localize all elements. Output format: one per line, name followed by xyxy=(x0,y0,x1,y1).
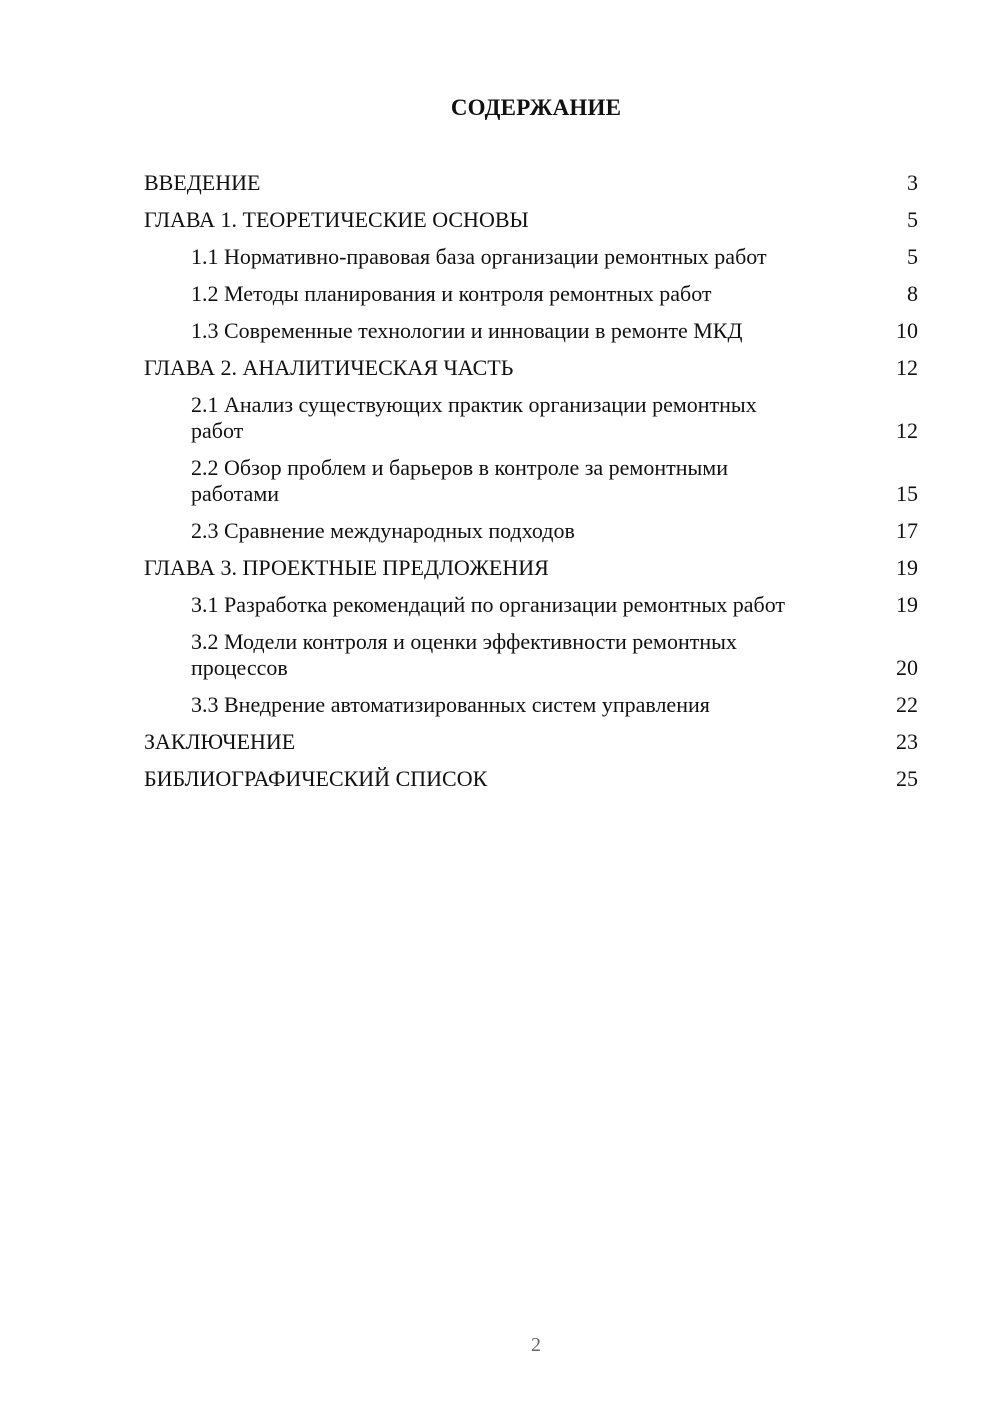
toc-entry-conclusion[interactable] xyxy=(144,729,918,755)
toc-entry-text: 1.3 Современные технологии и инновации в ремонте МКД xyxy=(191,318,743,343)
toc-entry-page: 22 xyxy=(896,692,918,717)
toc-entry-text: 3.1 Разработка рекомендаций по организации ремонтных работ xyxy=(191,592,786,617)
toc-entry-section-1-3[interactable] xyxy=(191,318,918,344)
toc-entry-text: 2.2 Обзор проблем и барьеров в контроле за ремонтными работами xyxy=(191,455,728,506)
toc-entry-text: ГЛАВА 2. АНАЛИТИЧЕСКАЯ ЧАСТЬ xyxy=(144,355,514,380)
toc-entry-text: ВВЕДЕНИЕ xyxy=(144,170,261,195)
toc-entry-page: 17 xyxy=(896,518,918,543)
toc-entry-text: ГЛАВА 3. ПРОЕКТНЫЕ ПРЕДЛОЖЕНИЯ xyxy=(144,555,549,580)
toc-entry-section-2-3[interactable] xyxy=(191,518,918,544)
toc-entry-page: 10 xyxy=(896,318,918,343)
toc-entry-text: ГЛАВА 1. ТЕОРЕТИЧЕСКИЕ ОСНОВЫ xyxy=(144,207,529,232)
toc-entry-section-3-2[interactable] xyxy=(191,629,918,681)
toc-entry-page: 12 xyxy=(896,355,918,380)
toc-entry-page: 8 xyxy=(907,281,918,306)
toc-entry-chapter-1[interactable] xyxy=(144,207,918,233)
toc-entry-section-1-2[interactable] xyxy=(191,281,918,307)
toc-entry-text: ЗАКЛЮЧЕНИЕ xyxy=(144,729,296,754)
toc-entry-page: 15 xyxy=(896,481,918,506)
toc-entry-text: 1.1 Нормативно-правовая база организации ремонтных работ xyxy=(191,244,767,269)
toc-entry-text: 2.3 Сравнение международных подходов xyxy=(191,518,575,543)
toc-title: СОДЕРЖАНИЕ xyxy=(450,95,622,120)
toc-entry-text: БИБЛИОГРАФИЧЕСКИЙ СПИСОК xyxy=(144,766,488,791)
toc-entry-text: 3.3 Внедрение автоматизированных систем управления xyxy=(191,692,710,717)
toc-entry-text: 3.2 Модели контроля и оценки эффективности ремонтных процессов xyxy=(191,629,737,680)
toc-entry-section-1-1[interactable] xyxy=(191,244,918,270)
toc-entry-section-3-1[interactable] xyxy=(191,592,918,618)
page-number: 2 xyxy=(531,1334,541,1356)
toc-entry-bibliography[interactable] xyxy=(144,766,918,792)
toc-entry-chapter-2[interactable] xyxy=(144,355,918,381)
toc-entry-page: 19 xyxy=(896,592,918,617)
toc-entry-page: 23 xyxy=(896,729,918,754)
toc-entry-page: 25 xyxy=(896,766,918,791)
toc-entry-text: 1.2 Методы планирования и контроля ремонтных работ xyxy=(191,281,712,306)
toc-entry-page: 12 xyxy=(896,418,918,443)
toc-entry-chapter-3[interactable] xyxy=(144,555,918,581)
toc-entry-section-3-3[interactable] xyxy=(191,692,918,718)
toc-entry-section-2-2[interactable] xyxy=(191,455,918,507)
toc-entry-page: 5 xyxy=(907,244,918,269)
toc-entry-section-2-1[interactable] xyxy=(191,392,918,444)
toc-entry-page: 5 xyxy=(907,207,918,232)
table-of-contents xyxy=(144,170,918,803)
toc-entry-text: 2.1 Анализ существующих практик организации ремонтных работ xyxy=(191,392,757,443)
toc-entry-page: 3 xyxy=(907,170,918,195)
toc-entry-page: 19 xyxy=(896,555,918,580)
toc-entry-page: 20 xyxy=(896,655,918,680)
toc-entry-introduction[interactable] xyxy=(144,170,918,196)
